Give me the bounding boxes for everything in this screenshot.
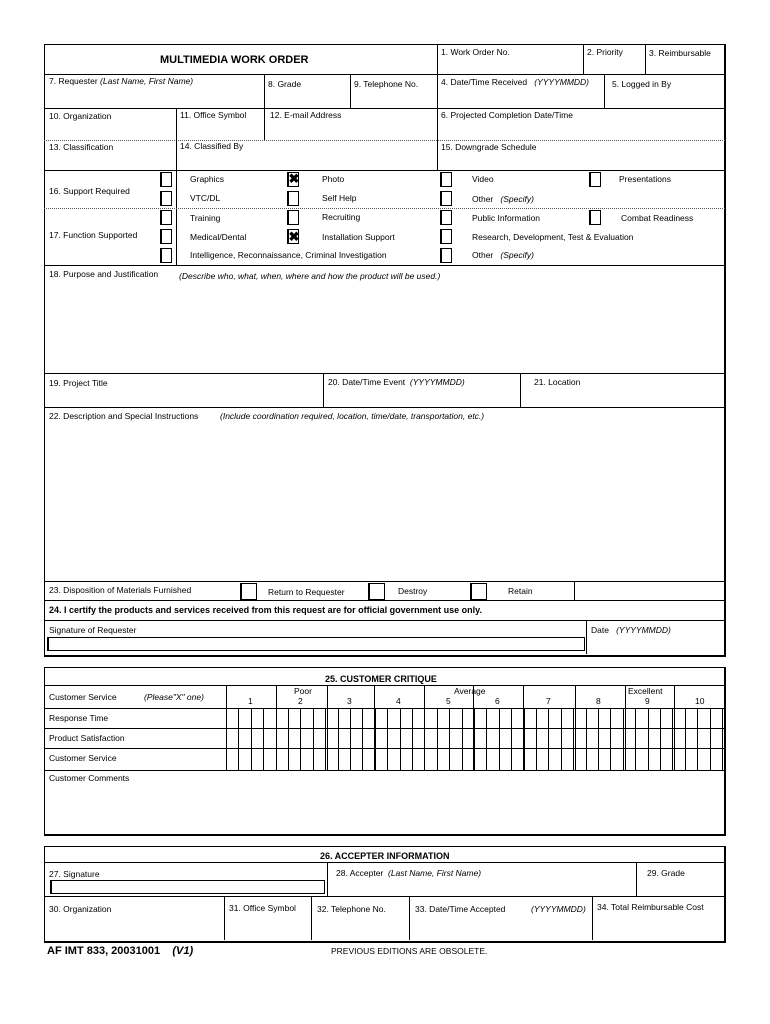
rating-cell[interactable] bbox=[474, 709, 523, 728]
scale-number-9: 9 bbox=[645, 696, 650, 706]
recruiting-checkbox[interactable] bbox=[287, 210, 299, 225]
priority-label: 2. Priority bbox=[587, 47, 623, 57]
accepter-name-label: 28. Accepter (Last Name, First Name) bbox=[336, 868, 482, 878]
photo-checked-icon: ✖ bbox=[288, 171, 300, 186]
training-label: Training bbox=[190, 213, 221, 223]
critique-instruction: (Please"X" one) bbox=[144, 692, 204, 702]
certify-statement: 24. I certify the products and services received from this request are for official government use only. bbox=[49, 605, 482, 615]
public-info-label: Public Information bbox=[472, 213, 541, 223]
classified-by-label: 14. Classified By bbox=[180, 141, 244, 151]
customer-comments-label: Customer Comments bbox=[49, 773, 130, 783]
graphics-checkbox[interactable] bbox=[160, 172, 172, 187]
rating-cell[interactable] bbox=[573, 749, 622, 768]
rating-cell[interactable] bbox=[524, 729, 573, 748]
function-supported-label: 17. Function Supported bbox=[49, 230, 138, 240]
vtcdl-label: VTC/DL bbox=[190, 193, 221, 203]
intel-label: Intelligence, Reconnaissance, Criminal Investigation bbox=[190, 250, 387, 260]
date-accepted-hint: (YYYYMMDD) bbox=[531, 904, 586, 914]
scale-number-8: 8 bbox=[596, 696, 601, 706]
rating-cell[interactable] bbox=[424, 749, 473, 768]
obsolete-notice: PREVIOUS EDITIONS ARE OBSOLETE. bbox=[331, 946, 488, 956]
selfhelp-checkbox[interactable] bbox=[287, 191, 299, 206]
email-label: 12. E-mail Address bbox=[270, 110, 342, 120]
accepter-phone-label: 32. Telephone No. bbox=[317, 904, 386, 914]
destroy-label: Destroy bbox=[398, 586, 428, 596]
retain-checkbox[interactable] bbox=[470, 583, 487, 600]
recruiting-label: Recruiting bbox=[322, 212, 361, 222]
request-date-label: Date (YYYYMMDD) bbox=[591, 625, 671, 635]
presentations-checkbox[interactable] bbox=[589, 172, 601, 187]
graphics-label: Graphics bbox=[190, 174, 225, 184]
intel-checkbox[interactable] bbox=[160, 248, 172, 263]
return-label: Return to Requester bbox=[268, 587, 345, 597]
rating-cell[interactable] bbox=[226, 749, 275, 768]
rating-cell[interactable] bbox=[573, 709, 622, 728]
medical-checkbox[interactable] bbox=[160, 229, 172, 244]
accepter-grade-label: 29. Grade bbox=[647, 868, 685, 878]
support-other-label: Other (Specify) bbox=[472, 194, 534, 204]
rating-cell[interactable] bbox=[424, 709, 473, 728]
customer-comments-field[interactable] bbox=[46, 786, 722, 831]
rating-cell[interactable] bbox=[573, 729, 622, 748]
scale-number-3: 3 bbox=[347, 696, 352, 706]
requester-label: 7. Requester (Last Name, First Name) bbox=[49, 76, 194, 86]
critique-title: 25. CUSTOMER CRITIQUE bbox=[325, 674, 437, 684]
accepter-signature-field[interactable] bbox=[50, 880, 325, 894]
rdte-checkbox[interactable] bbox=[440, 229, 452, 244]
function-other-label: Other (Specify) bbox=[472, 250, 534, 260]
rating-cell[interactable] bbox=[672, 729, 721, 748]
rating-cell[interactable] bbox=[623, 729, 672, 748]
requester-signature-label: Signature of Requester bbox=[49, 625, 137, 635]
accepter-signature-label: 27. Signature bbox=[49, 869, 100, 879]
rating-cell[interactable] bbox=[623, 749, 672, 768]
description-hint: (Include coordination required, location, time/date, transportation, etc.) bbox=[220, 411, 485, 421]
disposition-label: 23. Disposition of Materials Furnished bbox=[49, 585, 192, 595]
rating-cell[interactable] bbox=[672, 749, 721, 768]
date-accepted-label: 33. Date/Time Accepted bbox=[415, 904, 506, 914]
work-order-label: 1. Work Order No. bbox=[441, 47, 510, 57]
scale-number-1: 1 bbox=[248, 696, 253, 706]
downgrade-label: 15. Downgrade Schedule bbox=[441, 142, 537, 152]
critique-row-label: Response Time bbox=[49, 713, 109, 723]
rating-cell[interactable] bbox=[375, 729, 424, 748]
form-title: MULTIMEDIA WORK ORDER bbox=[160, 54, 309, 66]
logged-in-label: 5. Logged in By bbox=[612, 79, 672, 89]
public-info-checkbox[interactable] bbox=[440, 210, 452, 225]
critique-row-label: Customer Service bbox=[49, 753, 117, 763]
combat-checkbox[interactable] bbox=[589, 210, 601, 225]
support-required-label: 16. Support Required bbox=[49, 186, 130, 196]
rating-cell[interactable] bbox=[325, 709, 374, 728]
presentations-label: Presentations bbox=[619, 174, 671, 184]
customer-service-col-label: Customer Service bbox=[49, 692, 117, 702]
purpose-field[interactable] bbox=[46, 282, 722, 372]
photo-label: Photo bbox=[322, 174, 345, 184]
date-received-label: 4. Date/Time Received (YYYYMMDD) bbox=[441, 77, 590, 87]
scale-number-5: 5 bbox=[446, 696, 451, 706]
destroy-checkbox[interactable] bbox=[368, 583, 385, 600]
purpose-label: 18. Purpose and Justification bbox=[49, 269, 159, 279]
telephone-label: 9. Telephone No. bbox=[354, 79, 419, 89]
purpose-hint: (Describe who, what, when, where and how the product will be used.) bbox=[179, 271, 441, 281]
rating-cell[interactable] bbox=[524, 709, 573, 728]
rating-cell[interactable] bbox=[672, 709, 721, 728]
video-checkbox[interactable] bbox=[440, 172, 452, 187]
description-label: 22. Description and Special Instructions bbox=[49, 411, 199, 421]
selfhelp-label: Self Help bbox=[322, 193, 357, 203]
rating-cell[interactable] bbox=[325, 729, 374, 748]
scale-number-6: 6 bbox=[495, 696, 500, 706]
poor-label: Poor bbox=[294, 686, 312, 696]
rating-cell[interactable] bbox=[276, 709, 325, 728]
classification-label: 13. Classification bbox=[49, 142, 114, 152]
reimbursable-label: 3. Reimbursable bbox=[649, 48, 711, 58]
accepter-title: 26. ACCEPTER INFORMATION bbox=[320, 851, 450, 861]
organization-label: 10. Organization bbox=[49, 111, 112, 121]
form-id: AF IMT 833, 20031001 (V1) bbox=[47, 945, 194, 957]
rating-cell[interactable] bbox=[276, 729, 325, 748]
scale-number-4: 4 bbox=[396, 696, 401, 706]
return-checkbox[interactable] bbox=[240, 583, 257, 600]
project-title-label: 19. Project Title bbox=[49, 378, 108, 388]
requester-signature-field[interactable] bbox=[47, 637, 585, 651]
rating-cell[interactable] bbox=[474, 729, 523, 748]
critique-row-label: Product Satisfaction bbox=[49, 733, 125, 743]
projected-completion-label: 6. Projected Completion Date/Time bbox=[441, 110, 573, 120]
accepter-office-label: 31. Office Symbol bbox=[229, 903, 296, 913]
grade-label: 8. Grade bbox=[268, 79, 302, 89]
rating-cell[interactable] bbox=[375, 709, 424, 728]
rating-cell[interactable] bbox=[524, 749, 573, 768]
rating-cell[interactable] bbox=[623, 709, 672, 728]
rdte-label: Research, Development, Test & Evaluation bbox=[472, 232, 634, 242]
video-label: Video bbox=[472, 174, 494, 184]
combat-label: Combat Readiness bbox=[621, 213, 694, 223]
rating-cell[interactable] bbox=[375, 749, 424, 768]
accepter-org-label: 30. Organization bbox=[49, 904, 112, 914]
retain-label: Retain bbox=[508, 586, 533, 596]
support-other-checkbox[interactable] bbox=[440, 191, 452, 206]
rating-cell[interactable] bbox=[226, 709, 275, 728]
event-date-label: 20. Date/Time Event (YYYYMMDD) bbox=[328, 377, 465, 387]
rating-cell[interactable] bbox=[226, 729, 275, 748]
rating-cell[interactable] bbox=[474, 749, 523, 768]
office-symbol-label: 11. Office Symbol bbox=[180, 110, 247, 120]
location-label: 21. Location bbox=[534, 377, 581, 387]
rating-cell[interactable] bbox=[325, 749, 374, 768]
rating-cell[interactable] bbox=[276, 749, 325, 768]
medical-label: Medical/Dental bbox=[190, 232, 247, 242]
installation-checked-icon: ✖ bbox=[288, 229, 300, 244]
vtcdl-checkbox[interactable] bbox=[160, 191, 172, 206]
average-label: Average bbox=[454, 686, 486, 696]
scale-number-2: 2 bbox=[298, 696, 303, 706]
excellent-label: Excellent bbox=[628, 686, 663, 696]
function-other-checkbox[interactable] bbox=[440, 248, 452, 263]
reimbursable-cost-label: 34. Total Reimbursable Cost bbox=[597, 902, 704, 912]
training-checkbox[interactable] bbox=[160, 210, 172, 225]
description-field[interactable] bbox=[46, 424, 722, 580]
scale-number-7: 7 bbox=[546, 696, 551, 706]
scale-number-10: 10 bbox=[695, 696, 705, 706]
installation-label: Installation Support bbox=[322, 232, 395, 242]
rating-cell[interactable] bbox=[424, 729, 473, 748]
